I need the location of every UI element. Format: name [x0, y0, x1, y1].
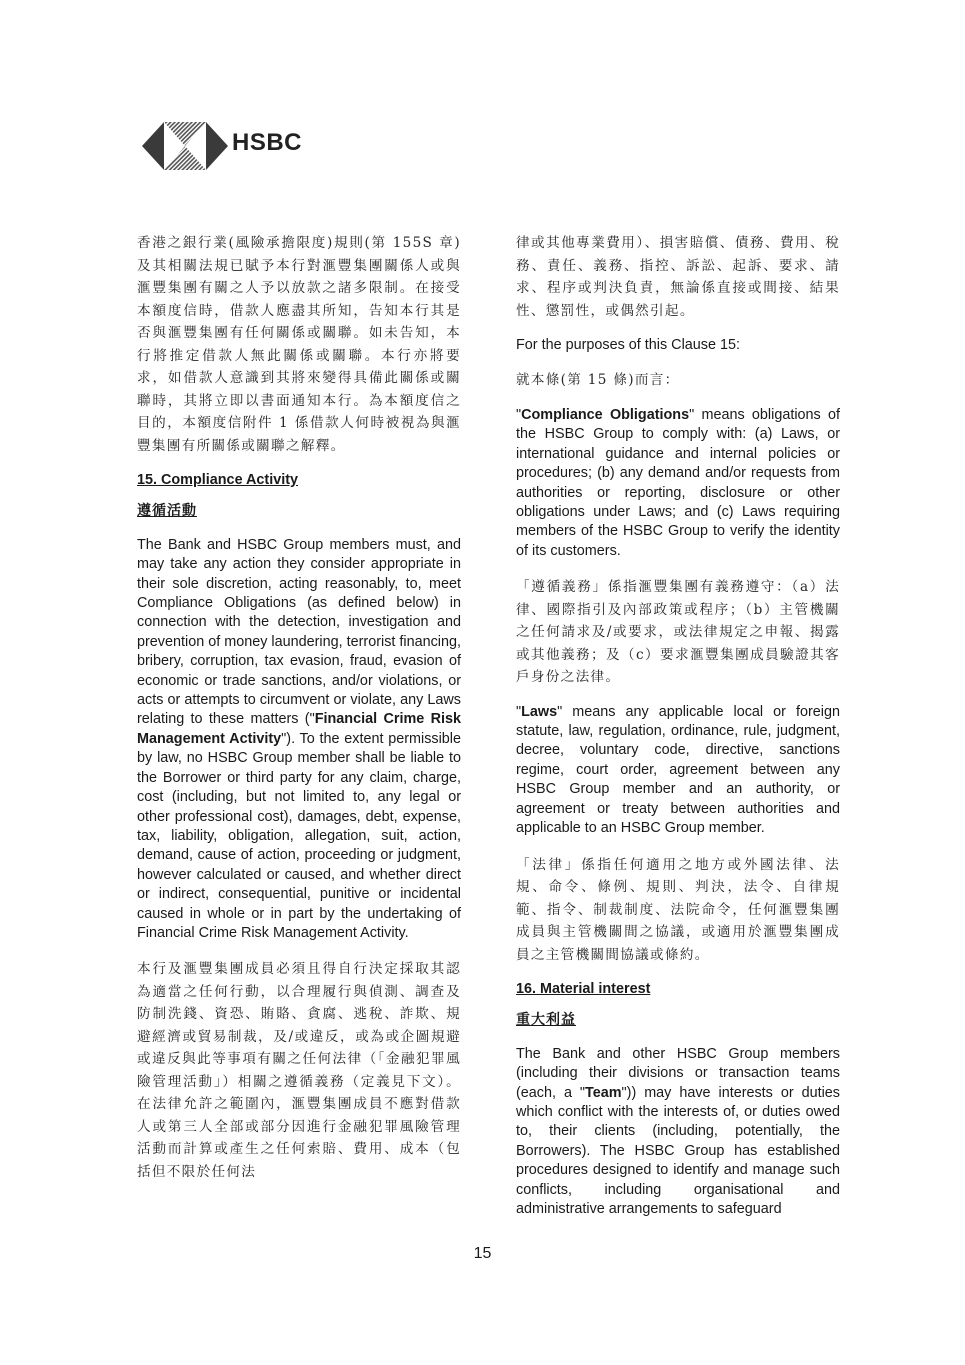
section-15-paragraph [137, 536, 461, 944]
section-16-text-b: ")) may have interests or duties which conflict with the interests of, or duties owed to, their clients (including, potentially, the Borrowers). The HSBC Group has established procedures designed to identify and manage such conflicts, including organisational and administrative arrangements to safeguard [516, 1084, 840, 1218]
section-15-title: 15. Compliance Activity [137, 472, 299, 488]
laws-definition: "Laws" means any applicable local or foreign statute, law, regulation, ordinance, rule, judgment, decree, voluntary code, directive, sanctions regime, court order, agreement between any HSBC Group member and an authority, or agreement or treaty between authorities and applicable to an HSBC Group member. [516, 703, 840, 837]
section-15-text-b: "). To the extent permissible by law, no HSBC Group member shall be liable to the Borrower or third party for any claim, charge, cost (including, but not limited to, any legal or other professional cost), damages, debt, expense, tax, liability, obligation, allegation, suit, action, demand, cause of action, proceeding or judgment, however calculated or caused, and whether direct or indirect, consequential, punitive or incidental caused in whole or in part by the undertaking of Financial Crime Risk Management Activity. [137, 730, 461, 941]
section-16-text-a: The Bank and other HSBC Group members (including their divisions or transaction teams (each, a " [516, 1045, 840, 1101]
right-column [516, 232, 840, 1234]
hsbc-hexagon-icon [142, 120, 228, 172]
defined-term-fcrma: Financial Crime Risk Management Activity [137, 711, 461, 747]
purposes-clause: For the purposes of this Clause 15: [516, 337, 740, 353]
continuation-zh: 律或其他專業費用）、損害賠償、債務、費用、稅務、責任、義務、指控、訴訟、起訴、要求、請求、程序或判決負責，無論係直接或間接、結果性、懲罰性，或偶然引起。 [516, 235, 840, 319]
section-16-title: 16. Material interest [516, 981, 651, 997]
page-number: 15 [473, 1245, 492, 1262]
laws-text: " means any applicable local or foreign statute, law, regulation, ordinance, rule, judgment, decree, voluntary code, directive, sanctions regime, court order, agreement between any HSBC Group member and an authority, or agreement or treaty between authorities and applicable to an HSBC Group member. [516, 703, 840, 837]
compliance-obligations-text: " means obligations of the HSBC Group to comply with: (a) Laws, or international guidance and internal policies or procedures; (b) any demand and/or requests from authorities or reporting, disclosure or other obligations under Laws; and (c) Laws requiring members of the HSBC Group to verify the identity of its customers. [516, 406, 840, 559]
compliance-obligations-definition: "Compliance Obligations" means obligations of the HSBC Group to comply with: (a) Laws, or international guidance and internal policies or procedures; (b) any demand and/or requests from authorities or reporting, disclosure or other obligations under Laws; and (c) Laws requiring members of the HSBC Group to verify the identity of its customers. [516, 406, 840, 559]
hsbc-logo [142, 120, 322, 176]
section-15-text-a: The Bank and HSBC Group members must, and may take any action they consider appropriate in their sole discretion, acting reasonably, to, meet Compliance Obligations (as defined below) in connection with the detection, investigation and prevention of money laundering, terrorist financing, bribery, corruption, tax evasion, fraud, evasion of economic or trade sanctions, and/or violations, or acts or attempts to circumvent or violate, any Laws relating to these matters (" [137, 536, 461, 728]
section-16-paragraph [516, 1045, 840, 1220]
defined-term-compliance-obligations: Compliance Obligations [521, 406, 690, 423]
section-15-paragraph-zh: 本行及滙豐集團成員必須且得自行決定採取其認為適當之任何行動，以合理履行與偵測、調查及防制洗錢、資恐、賄賂、貪腐、逃稅、詐欺、規避經濟或貿易制裁，及/或違反，或為或企圖規避或違反與此等事項有關之任何法律（「金融犯罪風險管理活動」）相關之遵循義務（定義見下文）。在法律允許之範圍內，滙豐集團成員不應對借款人或第三人全部或部分因進行金融犯罪風險管理活動而計算或產生之任何索賠、費用、成本（包括但不限於任何法 [137, 961, 461, 1180]
defined-term-team: Team [585, 1084, 622, 1101]
section-16-title-zh: 重大利益 [516, 1012, 576, 1029]
brand-name: HSBC [232, 129, 303, 156]
section-15-title-zh: 遵循活動 [137, 503, 197, 520]
compliance-obligations-definition-zh: 「遵循義務」係指滙豐集團有義務遵守：（a）法律、國際指引及內部政策或程序；（b）主管機關之任何請求及/或要求，或法律規定之申報、揭露或其他義務；及（c）要求滙豐集團成員驗證其客戶身份之法律。 [516, 579, 840, 686]
defined-term-laws: Laws [521, 703, 558, 720]
laws-definition-zh: 「法律」係指任何適用之地方或外國法律、法規、命令、條例、規則、判決，法令、自律規範、指令、制裁制度、法院命令，任何滙豐集團成員與主管機關間之協議，或適用於滙豐集團成員之主管機關間協議或條約。 [516, 856, 840, 963]
intro-paragraph-zh: 香港之銀行業(風險承擔限度)規則(第 155S 章)及其相關法規已賦予本行對滙豐集團關係人或與滙豐集團有關之人予以放款之諸多限制。在接受本額度信時，借款人應盡其所知，告知本行其是否與滙豐集團有任何關係或關聯。如未告知，本行將推定借款人無此關係或關聯。本行亦將要求，如借款人意識到其將來變得具備此關係或關聯時，其將立即以書面通知本行。為本額度信之目的，本額度信附件 1 係借款人何時被視為與滙豐集團有所關係或關聯之解釋。 [137, 235, 461, 454]
left-column [137, 232, 461, 1197]
purposes-clause-zh: 就本條(第 15 條)而言： [516, 372, 680, 389]
